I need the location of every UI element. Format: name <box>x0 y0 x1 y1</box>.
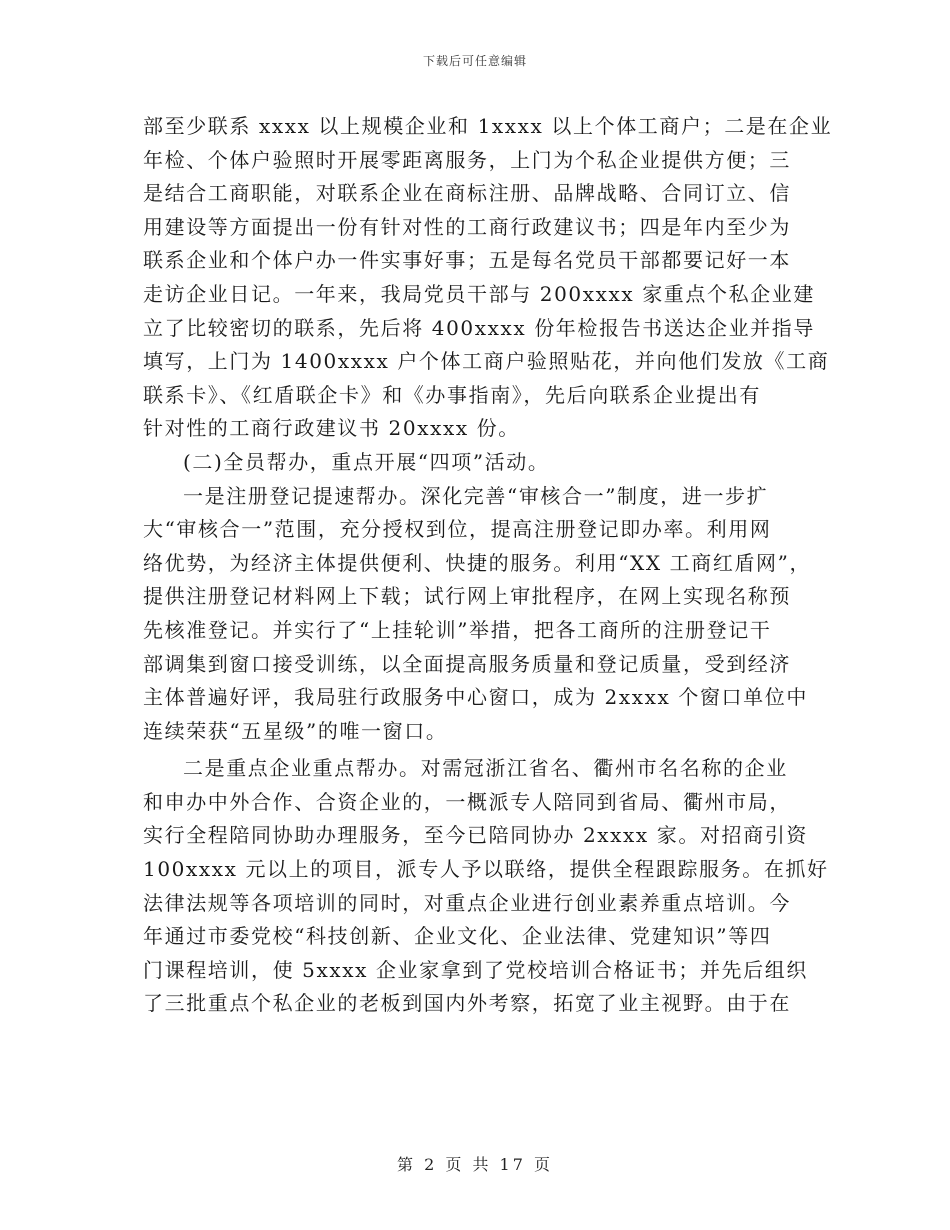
text-line: 主体普遍好评，我局驻行政服务中心窗口，成为 2xxxx 个窗口单位中 <box>143 685 808 710</box>
section-heading <box>143 446 803 480</box>
heading-line: (二)全员帮办，重点开展“四项”活动。 <box>183 449 550 474</box>
text-line: 先核准登记。并实行了“上挂轮训”举措，把各工商所的注册登记干 <box>143 617 772 642</box>
paragraph-3 <box>143 752 829 1021</box>
paragraph-1 <box>143 110 833 446</box>
document-body <box>143 110 833 1021</box>
text-line: 部至少联系 xxxx 以上规模企业和 1xxxx 以上个体工商户；二是在企业 <box>143 114 833 138</box>
text-line: 立了比较密切的联系，先后将 400xxxx 份年检报告书送达企业并指导 <box>143 315 816 340</box>
text-line: 实行全程陪同协助办理服务，至今已陪同协办 2xxxx 家。对招商引资 <box>143 823 808 848</box>
text-line: 针对性的工商行政建议书 20xxxx 份。 <box>143 416 520 441</box>
text-line: 联系企业和个体户办一件实事好事；五是每名党员干部都要记好一本 <box>143 248 791 273</box>
text-line: 大“审核合一”范围，充分授权到位，提高注册登记即办率。利用网 <box>143 517 772 542</box>
text-line: 填写，上门为 1400xxxx 户个体工商户验照贴花，并向他们发放《工商 <box>143 349 830 374</box>
text-line: 了三批重点个私企业的老板到国内外考察，拓宽了业主视野。由于在 <box>143 991 791 1016</box>
text-line: 年检、个体户验照时开展零距离服务，上门为个私企业提供方便；三 <box>143 147 791 172</box>
text-line: 联系卡》、《红盾联企卡》和《办事指南》，先后向联系企业提出有 <box>143 382 761 407</box>
text-line: 年通过市委党校“科技创新、企业文化、企业法律、党建知识”等四 <box>143 924 772 949</box>
text-line: 100xxxx 元以上的项目，派专人予以联络，提供全程跟踪服务。在抓好 <box>143 857 829 882</box>
text-line: 一是注册登记提速帮办。深化完善“审核合一”制度，进一步扩 <box>183 483 769 508</box>
page-header-note: 下载后可任意编辑 <box>422 54 527 68</box>
text-line: 门课程培训，使 5xxxx 企业家拿到了党校培训合格证书；并先后组织 <box>143 957 808 982</box>
text-line: 是结合工商职能，对联系企业在商标注册、品牌战略、合同订立、信 <box>143 181 791 206</box>
text-line: 法律法规等各项培训的同时，对重点企业进行创业素养重点培训。今 <box>143 890 791 915</box>
text-line: 络优势，为经济主体提供便利、快捷的服务。利用“XX 工商红盾网”， <box>143 550 812 575</box>
text-line: 二是重点企业重点帮办。对需冠浙江省名、衢州市名名称的企业 <box>183 756 788 781</box>
text-line: 走访企业日记。一年来，我局党员干部与 200xxxx 家重点个私企业建 <box>143 281 816 306</box>
text-line: 连续荣获“五星级”的唯一窗口。 <box>143 718 448 743</box>
page-number: 第 2 页 共 17 页 <box>397 1155 553 1174</box>
text-line: 和申办中外合作、合资企业的，一概派专人陪同到省局、衢州市局， <box>143 789 791 814</box>
text-line: 提供注册登记材料网上下载；试行网上审批程序，在网上实现名称预 <box>143 584 791 609</box>
paragraph-2 <box>143 480 812 749</box>
text-line: 部调集到窗口接受训练，以全面提高服务质量和登记质量，受到经济 <box>143 651 791 676</box>
text-line: 用建设等方面提出一份有针对性的工商行政建议书；四是年内至少为 <box>143 214 791 239</box>
